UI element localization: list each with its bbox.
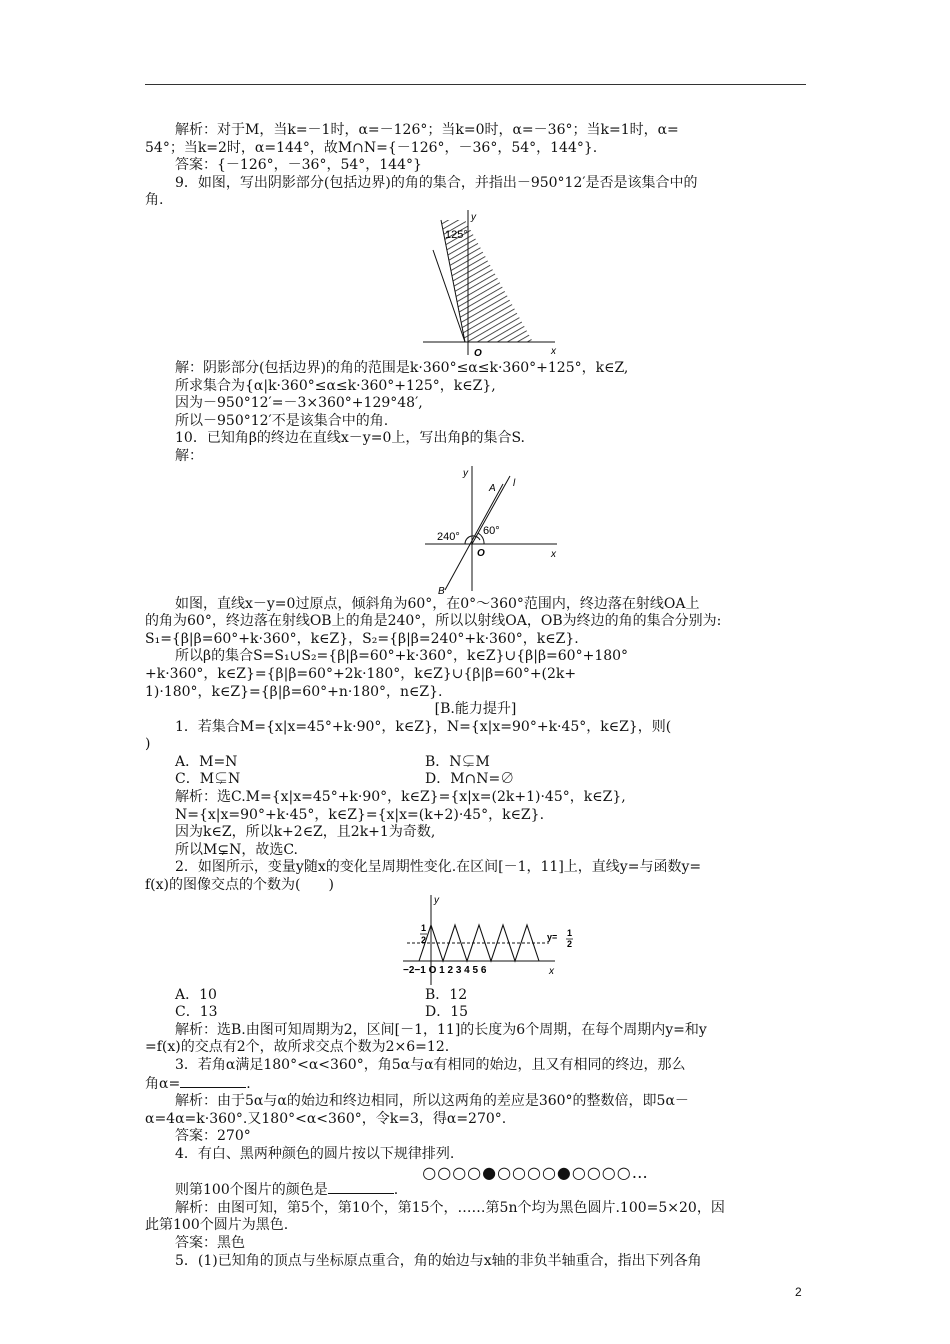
text-line: 因为k∈Z，所以k+2∈Z，且2k+1为奇数, (175, 824, 436, 841)
question-4-lead: 则第100个图片的颜色是 (175, 1182, 328, 1199)
header-rule (145, 84, 806, 85)
question-1-options (145, 754, 806, 789)
text-line: 4．有白、黑两种颜色的圆片按以下规律排列. (175, 1145, 455, 1162)
text-line: =f(x)的交点有2个，故所求交点个数为2×6=12. (145, 1039, 450, 1056)
y-axis-label: y (471, 211, 476, 223)
text-line: 此第100个圆片为黑色. (145, 1217, 289, 1234)
y-tick-num: 1 (421, 922, 427, 933)
option-b: B．12 (425, 986, 468, 1003)
text-line: 所以M⊊N，故选C. (175, 841, 298, 858)
origin-label: O (477, 547, 485, 559)
text-line: 9．如图，写出阴影部分(包括边界)的角的集合，并指出－950°12′是否是该集合中的 (175, 174, 698, 191)
document-body (145, 122, 806, 1270)
question-1: 1．若集合M={x|x=45°+k·90°，k∈Z}，N={x|x=90°+k·45°，k∈Z}，则( (175, 718, 672, 735)
section-heading: [B.能力提升] (434, 701, 517, 718)
text-line: 解析：对于M，当k=－1时，α=－126°；当k=0时，α=－36°；当k=1时，α= (175, 122, 679, 138)
text-line: 10．已知角β的终边在直线x－y=0上，写出角β的集合S. (175, 430, 525, 447)
angle-label: 125° (445, 228, 468, 241)
text-line: S₁={β|β=60°+k·360°，k∈Z}，S₂={β|β=240°+k·360°，k∈Z}. (145, 630, 579, 647)
point-a-label: A (489, 482, 496, 494)
option-d: D．M∩N=∅ (425, 771, 515, 788)
text-line: 解析：由于5α与α的始边和终边相同，所以这两角的差应是360°的整数倍，即5α－ (175, 1093, 689, 1110)
text-line: 所以－950°12′不是该集合中的角. (175, 412, 389, 429)
text-line: 所求集合为{α|k·360°≤α≤k·360°+125°，k∈Z}, (175, 377, 496, 394)
y-axis-label: y (434, 894, 439, 906)
question-3-cont: 角α= . (145, 1075, 251, 1092)
text-line: 如图，直线x－y=0过原点，倾斜角为60°，在0°～360°范围内，终边落在射线OA上 (175, 595, 700, 612)
line-label-num: 1 (567, 927, 573, 938)
answer-blank (180, 1075, 246, 1088)
question-3-lead: 角α= (145, 1075, 181, 1092)
line-label-den: 2 (567, 938, 573, 949)
x-axis-label: x (549, 965, 554, 977)
figure-line-angles (145, 466, 806, 596)
text-line: 解析：选B.由图可知周期为2，区间[－1，11]的长度为6个周期，在每个周期内y=和y (175, 1021, 707, 1038)
text-line: 54°；当k=2时，α=144°，故M∩N={－126°，－36°，54°，144°}. (145, 139, 598, 156)
option-b: B．N⊊M (425, 753, 490, 770)
question-3: 3．若角α满足180°<α<360°，角5α与α有相同的始边，且又有相同的终边，那么 (175, 1057, 686, 1073)
question-4-line: 则第100个图片的颜色是 . (175, 1182, 399, 1199)
line-label: y= (547, 931, 558, 942)
text-line: 的角为60°，终边落在射线OB上的角是240°，所以以射线OA，OB为终边的角的集合分别为: (145, 613, 722, 630)
question-2-cont: f(x)的图像交点的个数为( ) (145, 877, 334, 894)
text-line: α=4α=k·360°.又180°<α<360°，令k=3，得α=270°. (145, 1110, 507, 1127)
text-line: 解析：选C.M={x|x=45°+k·90°，k∈Z}={x|x=(2k+1)·45°，k∈Z}, (175, 789, 626, 806)
x-tick-labels: −2−1 O 1 2 3 4 5 6 (403, 964, 487, 976)
option-c: C．M⊊N (175, 771, 241, 788)
text-line: 解：阴影部分(包括边界)的角的范围是k·360°≤α≤k·360°+125°，k∈Z, (175, 359, 629, 376)
y-axis-label: y (463, 467, 468, 479)
x-axis-label: x (551, 345, 556, 357)
option-a: A．M=N (175, 753, 238, 770)
origin-label: O (474, 347, 482, 359)
text-line: 所以β的集合S=S₁∪S₂={β|β=60°+k·360°，k∈Z}∪{β|β=60°+180° (175, 648, 629, 665)
text-line: 答案：{－126°，－36°，54°，144°} (175, 157, 422, 174)
text-line: 角. (145, 192, 164, 209)
text-line: 1)·180°，k∈Z}={β|β=60°+n·180°，n∈Z}. (145, 683, 443, 700)
question-2: 2．如图所示，变量y随x的变化呈周期性变化.在区间[－1，11]上，直线y=与函数y= (175, 859, 702, 876)
text-line: 解： (175, 447, 203, 464)
text-line: 答案：黑色 (175, 1234, 245, 1251)
figure-shaded-angle (145, 210, 806, 360)
text-line: +k·360°，k∈Z}={β|β=60°+2k·180°，k∈Z}∪{β|β=60°+(2k+ (145, 665, 577, 682)
answer-blank (328, 1181, 394, 1194)
option-c: C．13 (175, 1004, 218, 1021)
angle-240-label: 240° (437, 530, 460, 543)
text-line: 因为－950°12′=－3×360°+129°48′, (175, 395, 423, 412)
x-axis-label: x (551, 548, 556, 560)
option-a: A．10 (175, 986, 217, 1003)
line-l-label: l (513, 477, 516, 489)
text-line: 答案：270° (175, 1128, 251, 1145)
angle-60-label: 60° (483, 524, 500, 537)
text-line: 5．(1)已知角的顶点与坐标原点重合，角的始边与x轴的非负半轴重合，指出下列各角 (175, 1252, 702, 1269)
point-b-label: B (438, 585, 445, 596)
page-number: 2 (795, 1285, 802, 1299)
question-1-cont: ) (145, 736, 151, 753)
option-d: D．15 (425, 1004, 469, 1021)
question-2-options (145, 987, 806, 1022)
figure-periodic-graph (145, 895, 806, 987)
text-line: N={x|x=90°+k·45°，k∈Z}={x|x=(k+2)·45°，k∈Z}. (175, 806, 545, 823)
circle-sequence: ○○○○●○○○○●○○○○… (422, 1162, 649, 1182)
text-line: 解析：由图可知，第5个，第10个，第15个，……第5n个均为黑色圆片.100=5×20，因 (175, 1199, 725, 1216)
y-tick-den: 2 (421, 934, 427, 945)
